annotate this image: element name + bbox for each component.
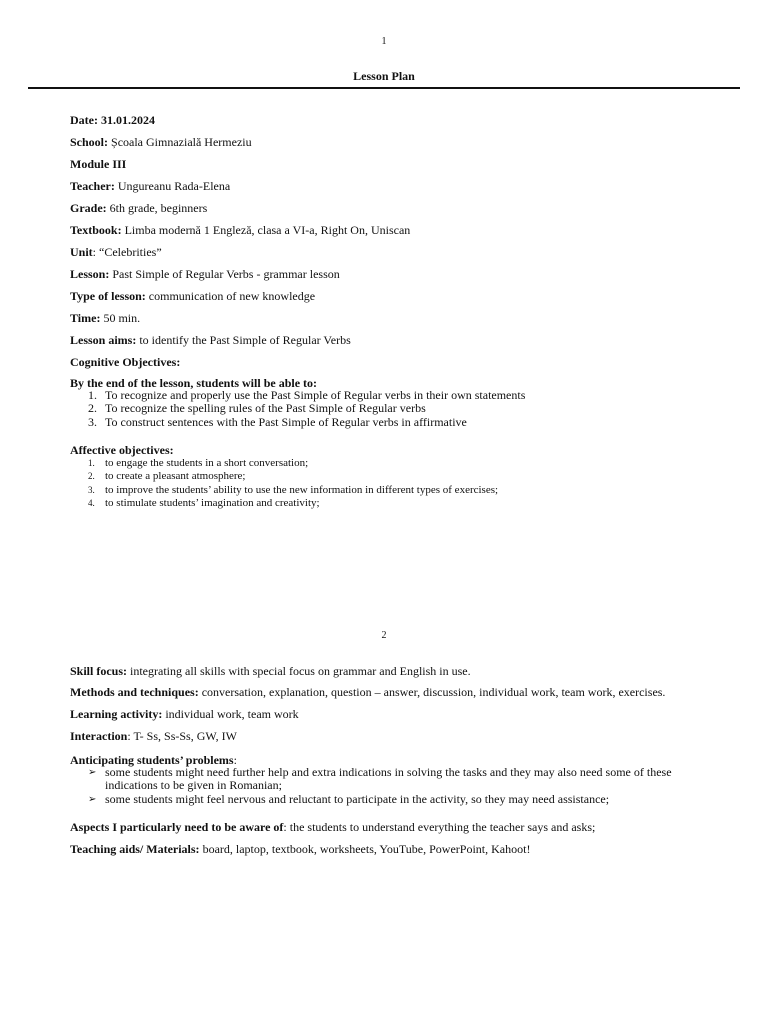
- grade-field: [70, 201, 207, 216]
- learning-activity-label: Learning activity:: [70, 707, 163, 721]
- module-field: [70, 157, 126, 172]
- date-value: 31.01.2024: [97, 113, 155, 127]
- cognitive-intro: By the end of the lesson, students will be able to:: [70, 376, 318, 390]
- list-number: 4.: [88, 497, 95, 508]
- list-text: to engage the students in a short conversation;: [105, 457, 309, 469]
- materials-label: Teaching aids/ Materials:: [70, 842, 200, 856]
- materials-value: board, laptop, textbook, worksheets, YouTube, PowerPoint, Kahoot!: [199, 842, 531, 856]
- aware-value: : the students to understand everything the teacher says and asks;: [283, 820, 596, 834]
- list-number: 1.: [88, 458, 95, 468]
- lesson-aims-field: [70, 333, 351, 348]
- lesson-aims-label: Lesson aims:: [70, 333, 137, 347]
- affective-list: [70, 457, 498, 510]
- list-text: To recognize the spelling rules of the Past Simple of Regular verbs: [105, 401, 426, 416]
- lesson-label: Lesson:: [70, 267, 110, 281]
- list-item: [70, 766, 675, 793]
- list-item: [70, 416, 525, 429]
- lesson-aims-value: to identify the Past Simple of Regular Verbs: [136, 333, 351, 347]
- textbook-field: [70, 223, 410, 238]
- list-item: [70, 457, 498, 470]
- teacher-value: Ungureanu Rada-Elena: [114, 179, 231, 193]
- date-label: Date:: [70, 113, 98, 127]
- list-number: 1.: [88, 388, 97, 402]
- learning-activity-value: individual work, team work: [162, 707, 299, 721]
- list-text: to improve the students’ ability to use the new information in different types of exercises;: [105, 483, 499, 496]
- grade-value: 6th grade, beginners: [106, 201, 208, 215]
- cognitive-objectives-label: Cognitive Objectives:: [70, 355, 181, 369]
- header-rule: [28, 87, 740, 89]
- materials-field: [70, 842, 530, 857]
- school-field: [70, 135, 252, 150]
- skill-focus-field: [70, 664, 471, 679]
- lesson-value: Past Simple of Regular Verbs - grammar lesson: [109, 267, 340, 281]
- list-item: [70, 497, 498, 510]
- school-label: School:: [70, 135, 109, 149]
- list-item: [70, 484, 498, 497]
- list-number: 3.: [88, 414, 97, 429]
- list-text: to create a pleasant atmosphere;: [105, 470, 246, 483]
- list-item: [70, 793, 675, 806]
- lesson-field: [70, 267, 340, 282]
- list-text: to stimulate students’ imagination and creativity;: [105, 496, 320, 509]
- list-item: [70, 402, 525, 415]
- teacher-field: [70, 179, 230, 194]
- list-item: [70, 470, 498, 483]
- interaction-value: : T- Ss, Ss-Ss, GW, IW: [127, 729, 237, 743]
- arrow-bullet-icon: ➢: [88, 793, 97, 805]
- cognitive-objectives-heading: [70, 355, 180, 370]
- list-text: some students might feel nervous and reluctant to participate in the activity, so they may need assistance;: [105, 791, 610, 806]
- teacher-label: Teacher:: [70, 179, 115, 193]
- methods-label: Methods and techniques:: [70, 685, 199, 699]
- learning-activity-field: [70, 707, 299, 722]
- methods-value: conversation, explanation, question – answer, discussion, individual work, team work, exercises.: [198, 685, 666, 699]
- date-field: [70, 113, 155, 128]
- unit-value: : “Celebrities”: [92, 245, 162, 259]
- lesson-type-value: communication of new knowledge: [145, 289, 316, 303]
- school-value: Școala Gimnazială Hermeziu: [108, 135, 252, 149]
- grade-label: Grade:: [70, 201, 107, 215]
- textbook-value: Limba modernă 1 Engleză, clasa a VI-a, Right On, Uniscan: [121, 223, 411, 237]
- methods-field: [70, 685, 665, 700]
- list-text: To recognize and properly use the Past Simple of Regular verbs in their own statements: [105, 388, 526, 402]
- affective-heading: Affective objectives:: [70, 443, 174, 457]
- module-label: Module III: [70, 157, 127, 171]
- skill-focus-value: integrating all skills with special focus on grammar and English in use.: [127, 664, 471, 678]
- list-number: 2.: [88, 471, 95, 482]
- unit-field: [70, 245, 162, 260]
- lesson-type-field: [70, 289, 315, 304]
- problems-list: [70, 766, 675, 806]
- list-item: [70, 389, 525, 402]
- cognitive-list: [70, 389, 525, 429]
- lesson-type-label: Type of lesson:: [70, 289, 146, 303]
- arrow-bullet-icon: ➢: [88, 767, 97, 778]
- skill-focus-label: Skill focus:: [70, 664, 128, 678]
- time-label: Time:: [70, 311, 101, 325]
- interaction-label: Interaction: [70, 729, 128, 743]
- time-value: 50 min.: [100, 311, 141, 325]
- problems-label: Anticipating students’ problems: [70, 753, 234, 767]
- aware-field: [70, 820, 595, 835]
- page-title: Lesson Plan: [353, 69, 415, 83]
- unit-label: Unit: [70, 245, 93, 259]
- textbook-label: Textbook:: [70, 223, 122, 237]
- problems-colon: :: [233, 753, 237, 767]
- list-number: 2.: [88, 401, 97, 416]
- list-number: 3.: [88, 484, 95, 495]
- page-number-1: 1: [381, 36, 387, 47]
- list-text: some students might need further help and extra indications in solving the tasks and they may also need some of these indications to be given in Romanian;: [105, 765, 672, 793]
- list-text: To construct sentences with the Past Simple of Regular verbs in affirmative: [105, 414, 467, 429]
- time-field: [70, 311, 140, 326]
- interaction-field: [70, 729, 237, 744]
- aware-label: Aspects I particularly need to be aware of: [70, 820, 284, 834]
- page-number-2: 2: [381, 630, 387, 641]
